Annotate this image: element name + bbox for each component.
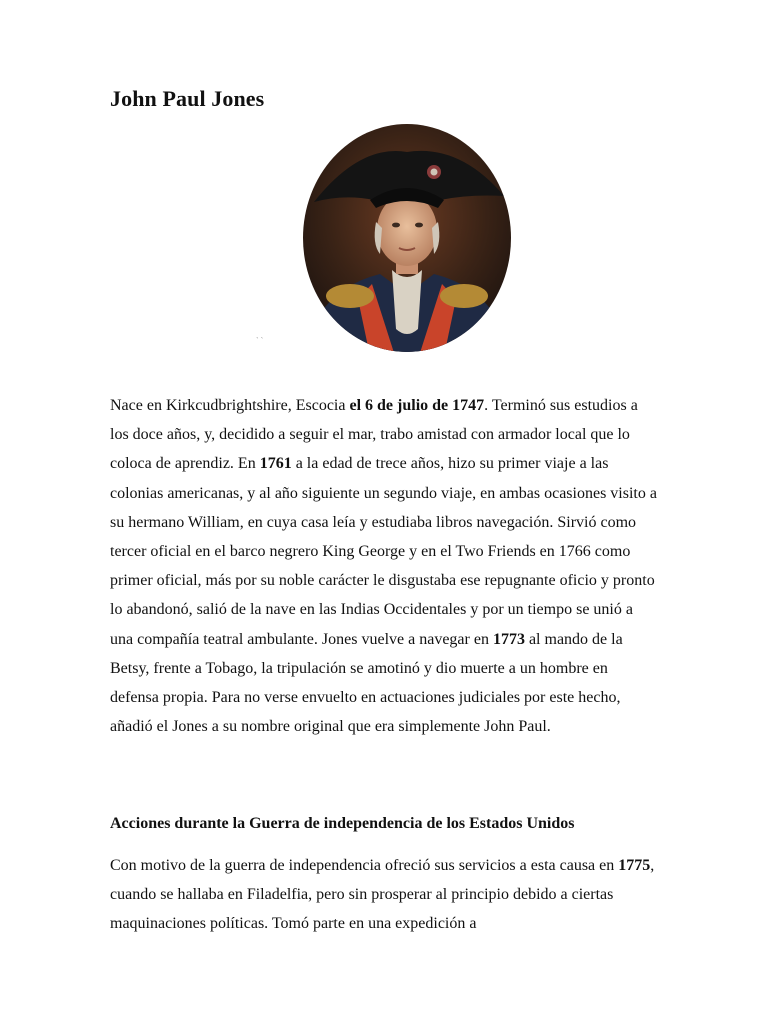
bold-year: 1775 bbox=[618, 857, 651, 874]
text-run: al mando de la Betsy, frente a Tobago, la tripulación se amotinó y dio muerte a un hombre en defensa propia. Para no verse envuelto en actuaciones judiciales por este hecho, añadió el Jones a su nombre original que era simplemente John Paul. bbox=[110, 630, 623, 736]
portrait-illustration bbox=[300, 124, 514, 356]
text-run: . Terminó sus estudios a los doce años, y, decidido a seguir el mar, trabo amistad con armador local que lo coloca de aprendiz. En bbox=[110, 397, 638, 473]
text-run: a la edad de trece años, hizo su primer viaje a las colonias americanas, y al año siguiente un segundo viaje, en ambas ocasiones visito a su hermano William, en cuya casa leía y estudiaba libros navegación. Sirvió como tercer oficial en el barco negrero King George y en el Two Friends en 1766 como primer oficial, más por su noble carácter le disgustaba ese repugnante oficio y pronto lo abandonó, salió de la nave en las Indias Occidentales y por un tiempo se unió a una compañía teatral ambulante. Jones vuelve a navegar en bbox=[110, 455, 657, 648]
text-run: Nace en Kirkcudbrightshire, Escocia bbox=[110, 397, 350, 414]
text-run: Con motivo de la guerra de independencia ofreció sus servicios a esta causa en bbox=[110, 857, 619, 874]
section-heading: Acciones durante la Guerra de independencia de los Estados Unidos bbox=[110, 815, 575, 832]
text-run: , cuando se hallaba en Filadelfia, pero sin prosperar al principio debido a ciertas maquinaciones políticas. Tomó parte en una expedición a bbox=[110, 857, 655, 933]
image-caption-marks: ` ` bbox=[256, 336, 264, 345]
portrait-image bbox=[300, 124, 514, 356]
biography-paragraph bbox=[110, 391, 660, 741]
bold-birth-date: el 6 de julio de 1747 bbox=[349, 397, 485, 414]
bold-year: 1761 bbox=[259, 455, 292, 473]
page-title: John Paul Jones bbox=[110, 86, 265, 111]
war-paragraph bbox=[110, 851, 660, 939]
bold-year: 1773 bbox=[492, 630, 525, 648]
